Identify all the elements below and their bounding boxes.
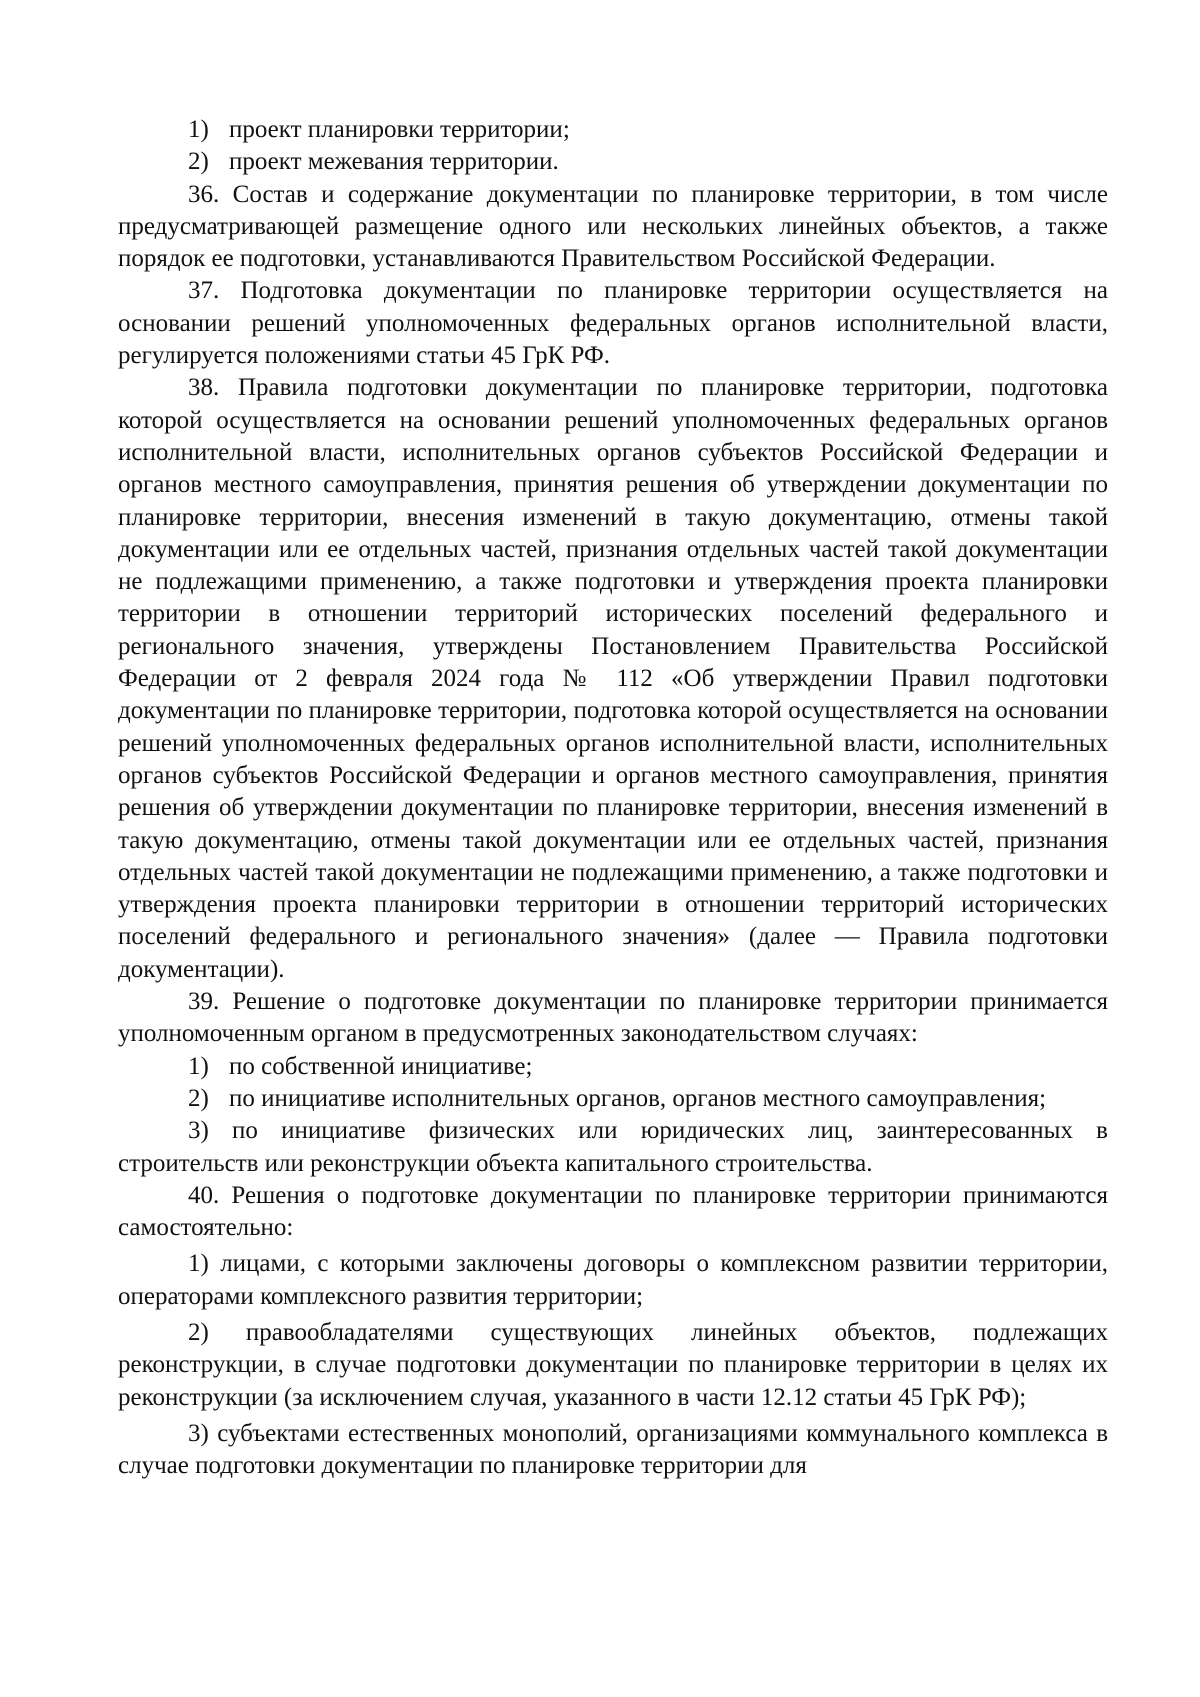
list-item bbox=[118, 1051, 1108, 1083]
paragraph-40-item-3: 3) субъектами естественных монополий, организациями коммунального комплекса в случае подготовки документации по планировке территории для bbox=[118, 1419, 1108, 1480]
paragraph-39-item-3: 3) по инициативе физических или юридических лиц, заинтересованных в строительств или реконструкции объекта капитального строительства. bbox=[118, 1117, 1108, 1177]
list-number: 1) bbox=[188, 1052, 209, 1080]
list-item bbox=[118, 1083, 1108, 1115]
list-item bbox=[118, 114, 1108, 146]
list-text: по инициативе исполнительных органов, органов местного самоуправления; bbox=[229, 1084, 1047, 1112]
list-number: 2) bbox=[188, 148, 209, 176]
list-text: проект планировки территории; bbox=[229, 116, 570, 143]
list-text: по собственной инициативе; bbox=[229, 1052, 533, 1080]
paragraph-40: 40. Решения о подготовке документации по планировке территории принимаются самостоятельно: bbox=[118, 1181, 1108, 1242]
paragraph-37: 37. Подготовка документации по планировке территории осуществляется на основании решений уполномоченных федеральных органов исполнительной власти, регулируется положениями статьи 45 ГрК РФ. bbox=[118, 277, 1108, 370]
paragraph-40-item-2: 2) правообладателями существующих линейных объектов, подлежащих реконструкции, в случае подготовки документации по планировке территории в целях их реконструкции (за исключением случая, указанного в части 12.12 статьи 45 ГрК РФ); bbox=[118, 1318, 1108, 1411]
list-text: проект межевания территории. bbox=[229, 148, 559, 176]
list-item bbox=[118, 146, 1108, 178]
paragraph-38: 38. Правила подготовки документации по планировке территории, подготовка которой осуществляется на основании решений уполномоченных федеральных органов исполнительной власти, исполнительных органов субъектов Российской Федерации и органов местного самоуправления, принятия решения об утверждении документации по планировке территории, внесения изменений в такую документацию, отмены такой документации или ее отдельных частей, признания отдельных частей такой документации не подлежащими применению, а также подготовки и утверждения проекта планировки территории в отношении территорий исторических поселений федерального и регионального значения, утверждены Постановлением Правительства Российской Федерации от 2 февраля 2024 года № 112 «Об утверждении Правил подготовки документации по планировке территории, подготовка которой осуществляется на основании решений уполномоченных федеральных органов исполнительной власти, исполнительных органов субъектов Российской Федерации и органов местного самоуправления, принятия решения об утверждении документации по планировке территории, внесения изменений в такую документацию, отмены такой документации или ее отдельных частей, признания отдельных частей такой документации не подлежащими применению, а также подготовки и утверждения проекта планировки территории в отношении территорий исторических поселений федерального и регионального значения» (далее — Правила подготовки документации). bbox=[118, 374, 1108, 983]
paragraph-40-item-1: 1) лицами, с которыми заключены договоры о комплексном развитии территории, операторами комплексного развития территории; bbox=[118, 1250, 1108, 1310]
paragraph-39: 39. Решение о подготовке документации по планировке территории принимается уполномоченным органом в предусмотренных законодательством случаях: bbox=[118, 988, 1108, 1048]
list-number: 1) bbox=[188, 116, 209, 143]
list-number: 2) bbox=[188, 1084, 209, 1112]
paragraph-36: 36. Состав и содержание документации по планировке территории, в том числе предусматривающей размещение одного или нескольких линейных объектов, а также порядок ее подготовки, устанавливаются Правительством Российской Федерации. bbox=[118, 180, 1108, 273]
